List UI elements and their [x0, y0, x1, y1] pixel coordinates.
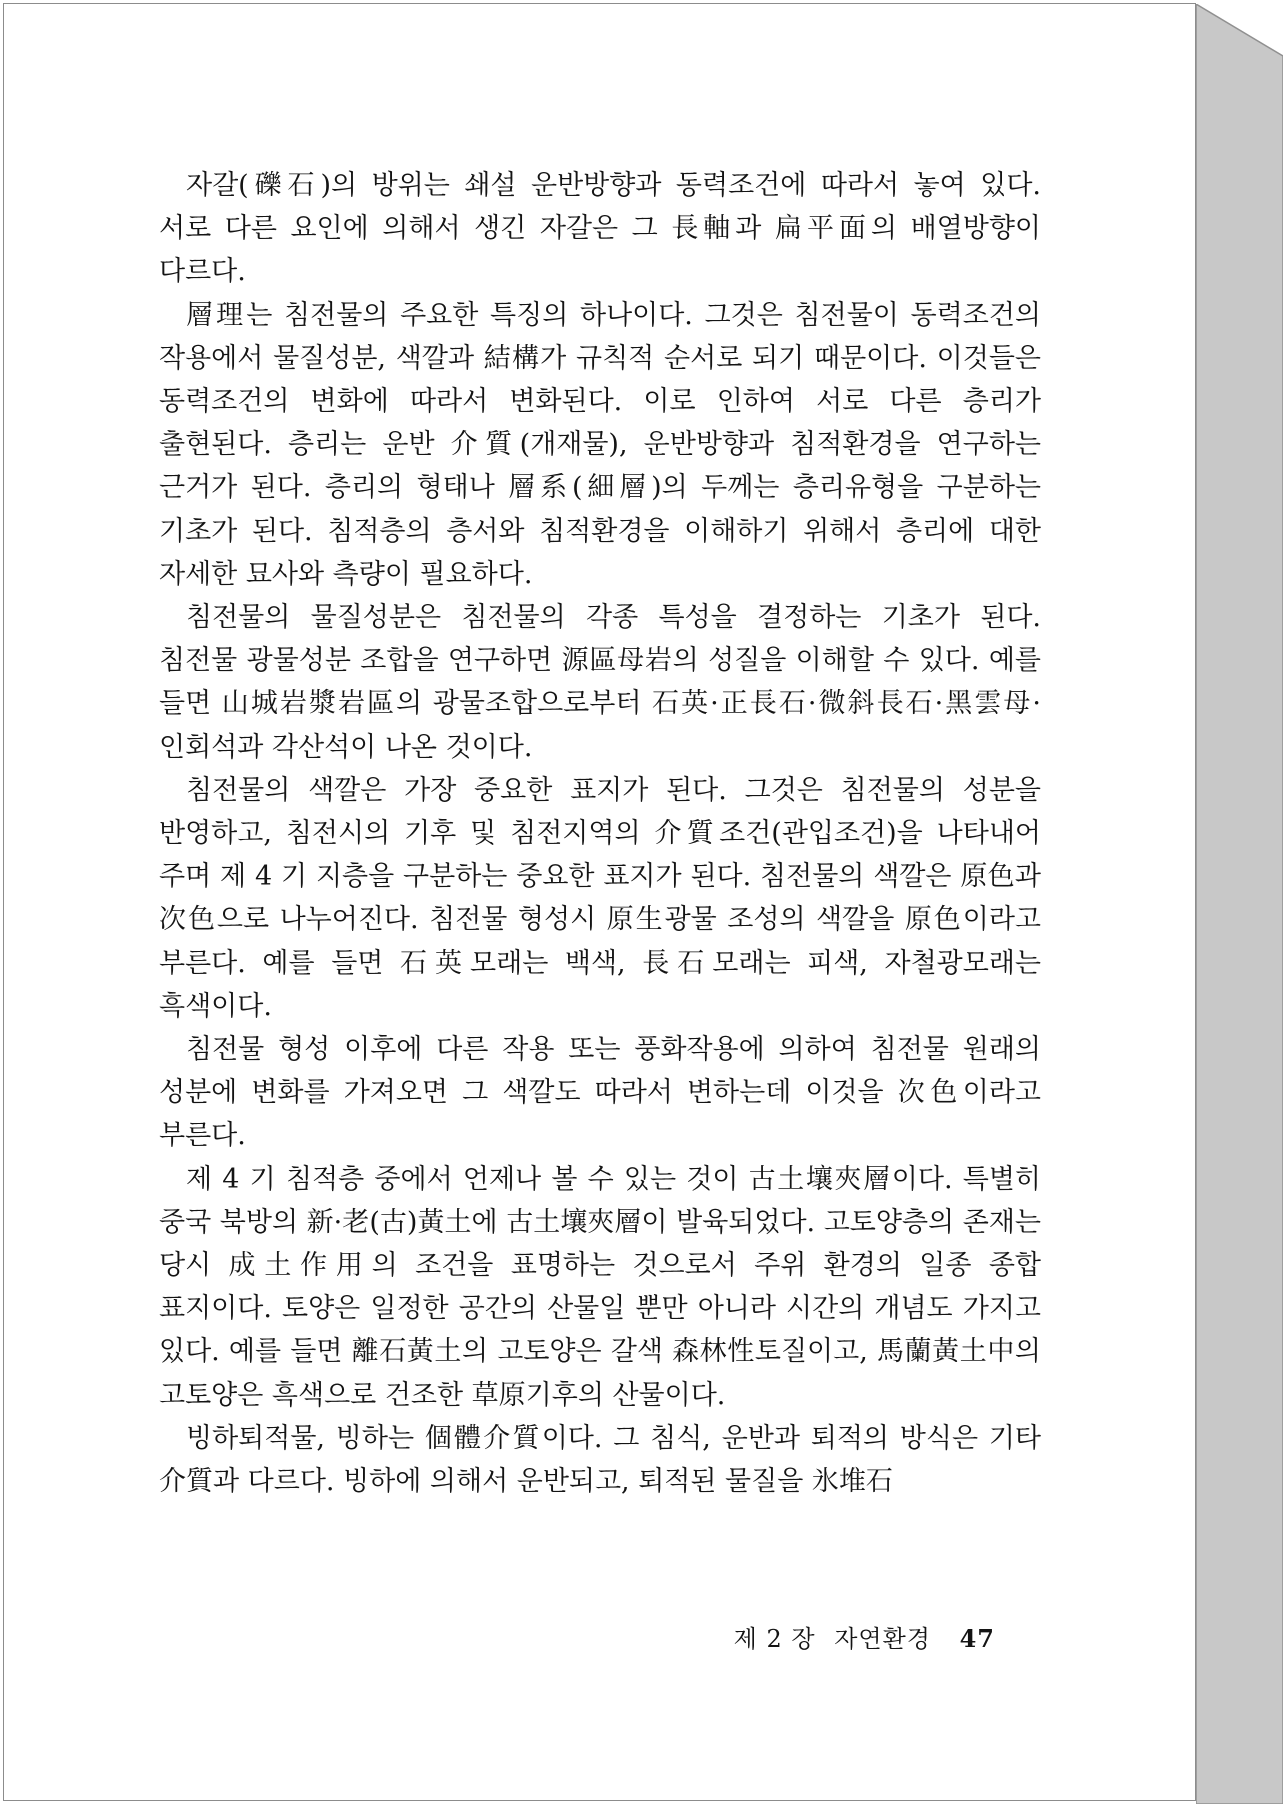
paragraph: 제 4 기 침적층 중에서 언제나 볼 수 있는 것이 古土壤夾層이다. 특별히 중국 북방의 新·老(古)黃土에 古土壤夾層이 발육되었다. 고토양층의 존재는 당시 成土作用의 조건을 표명하는 것으로서 주위 환경의 일종 종합 표지이다. 토양은 일정한 공간의 산물일 뿐만 아니라 시간의 개념도 가지고 있다. 예를 들면 離石黃土의 고토양은 갈색 森林性토질이고, 馬蘭黃土中의 고토양은 흑색으로 건조한 草原기후의 산물이다.	[159, 1163, 1041, 1411]
footer-title: 자연환경	[834, 1625, 931, 1653]
page-number: 47	[959, 1624, 995, 1653]
book-side-edge	[1196, 4, 1283, 1804]
paragraph: 자갈(礫石)의 방위는 쇄설 운반방향과 동력조건에 따라서 놓여 있다. 서로 다른 요인에 의해서 생긴 자갈은 그 長軸과 扁平面의 배열방향이 다르다.	[159, 170, 1041, 288]
page-footer	[724, 1619, 995, 1654]
page-body-text	[159, 164, 1041, 1503]
paragraph: 침전물의 물질성분은 침전물의 각종 특성을 결정하는 기초가 된다. 침전물 광물성분 조합을 연구하면 源區母岩의 성질을 이해할 수 있다. 예를 들면 山城岩漿岩區의 광물조합으로부터 石英·正長石·微斜長石·黑雲母·인회석과 각산석이 나온 것이다.	[159, 602, 1041, 763]
paragraph: 침전물의 색깔은 가장 중요한 표지가 된다. 그것은 침전물의 성분을 반영하고, 침전시의 기후 및 침전지역의 介質조건(관입조건)을 나타내어 주며 제 4 기 지층을 구분하는 중요한 표지가 된다. 침전물의 색깔은 原色과 次色으로 나누어진다. 침전물 형성시 原生광물 조성의 색깔을 原色이라고 부른다. 예를 들면 石英모래는 백색, 長石모래는 피색, 자철광모래는 흑색이다.	[159, 774, 1041, 1022]
paragraph: 層理는 침전물의 주요한 특징의 하나이다. 그것은 침전물이 동력조건의 작용에서 물질성분, 색깔과 結構가 규칙적 순서로 되기 때문이다. 이것들은 동력조건의 변화에 따라서 변화된다. 이로 인하여 서로 다른 층리가 출현된다. 층리는 운반 介質(개재물), 운반방향과 침적환경을 연구하는 근거가 된다. 층리의 형태나 層系(細層)의 두께는 층리유형을 구분하는 기초가 된다. 침적층의 층서와 침적환경을 이해하기 위해서 층리에 대한 자세한 묘사와 측량이 필요하다.	[159, 299, 1041, 590]
paragraph: 빙하퇴적물, 빙하는 個體介質이다. 그 침식, 운반과 퇴적의 방식은 기타 介質과 다르다. 빙하에 의해서 운반되고, 퇴적된 물질을 氷堆石	[159, 1422, 1041, 1498]
book-page	[3, 3, 1196, 1801]
paragraph: 침전물 형성 이후에 다른 작용 또는 풍화작용에 의하여 침전물 원래의 성분에 변화를 가져오면 그 색깔도 따라서 변하는데 이것을 次色이라고 부른다.	[159, 1034, 1041, 1152]
footer-chapter: 제 2 장	[733, 1625, 816, 1653]
